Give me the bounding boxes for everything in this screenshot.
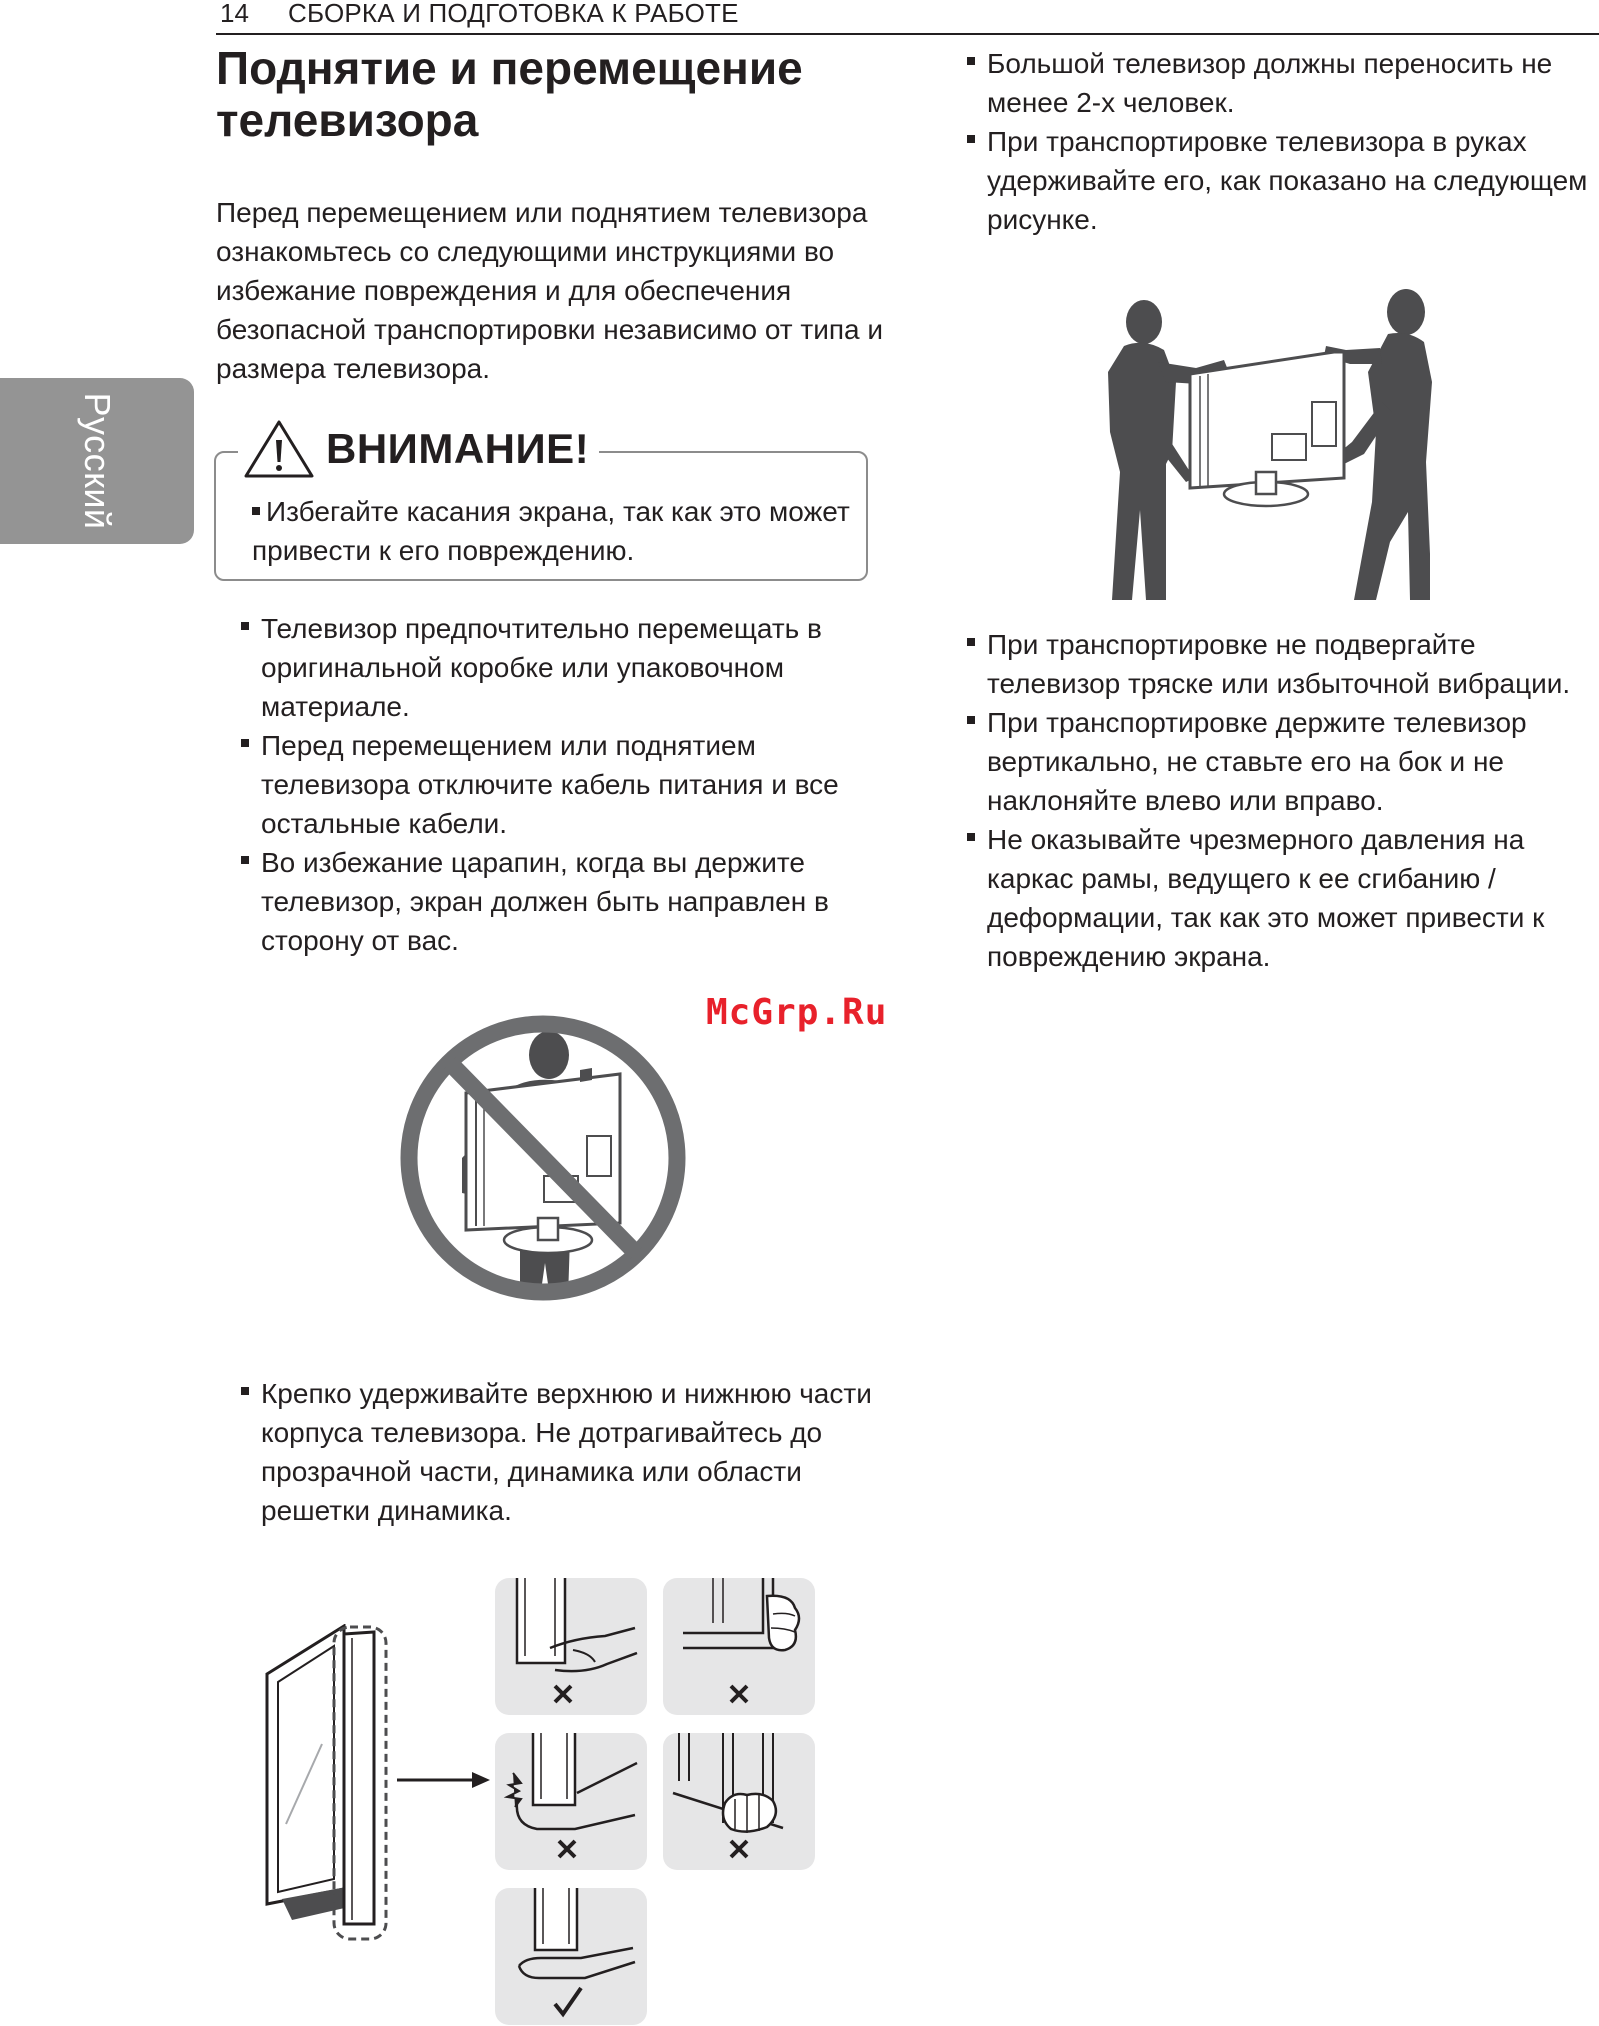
grip-tile xyxy=(663,1733,815,1870)
list-item: Во избежание царапин, когда вы держите телевизор, экран должен быть направлен в сторону от вас. xyxy=(240,843,880,960)
caution-header xyxy=(238,418,599,480)
grip-tile xyxy=(495,1733,647,1870)
list-item: Крепко удерживайте верхнюю и нижнюю части корпуса телевизора. Не дотрагивайтесь до прозрачной части, динамика или области решетки динамика. xyxy=(240,1374,880,1530)
cross-mark-icon xyxy=(731,1686,747,1702)
cross-mark-icon xyxy=(555,1686,571,1702)
intro-paragraph: Перед перемещением или поднятием телевизора ознакомьтесь со следующими инструкциями во избежание повреждения и для обеспечения безопасной транспортировки независимо от типа и размера телевизора. xyxy=(216,197,884,384)
check-mark-icon xyxy=(555,1988,581,2014)
list-item: При транспортировке телевизора в руках удерживайте его, как показано на следующем рисунке. xyxy=(966,122,1596,239)
cross-mark-icon xyxy=(731,1841,747,1857)
list-item: При транспортировке не подвергайте телевизор тряске или избыточной вибрации. xyxy=(966,625,1596,703)
caution-text: Избегайте касания экрана, так как это может привести к его повреждению. xyxy=(252,496,850,566)
caution-text-block xyxy=(252,492,852,570)
left-bullet-list-2 xyxy=(240,1374,880,1530)
language-tab xyxy=(0,378,194,544)
two-person-carry-illustration xyxy=(1106,282,1436,604)
watermark: McGrp.Ru xyxy=(706,992,888,1033)
list-item: Не оказывайте чрезмерного давления на каркас рамы, ведущего к ее сгибанию / деформации, так как это может привести к повреждению экрана. xyxy=(966,820,1596,976)
list-item: Телевизор предпочтительно перемещать в оригинальной коробке или упаковочном материале. xyxy=(240,609,880,726)
grip-tile xyxy=(495,1578,647,1715)
section-title: СБОРКА И ПОДГОТОВКА К РАБОТЕ xyxy=(288,0,739,28)
bullet-icon xyxy=(252,507,260,515)
page-number: 14 xyxy=(220,0,249,28)
caution-title: ВНИМАНИЕ! xyxy=(326,425,590,472)
warning-triangle-icon xyxy=(242,418,316,480)
tv-carried xyxy=(1190,352,1344,506)
cross-mark-icon xyxy=(559,1841,575,1857)
list-item: Большой телевизор должны переносить не менее 2-х человек. xyxy=(966,44,1596,122)
grip-tile xyxy=(663,1578,815,1715)
page-title: Поднятие и перемещение телевизора xyxy=(216,42,803,146)
tv-side-view-illustration xyxy=(262,1624,494,1946)
list-item: При транспортировке держите телевизор вертикально, не ставьте его на бок и не наклоняйте влево или вправо. xyxy=(966,703,1596,820)
prohibited-carry-illustration xyxy=(392,1008,694,1308)
left-bullet-list xyxy=(240,609,880,960)
header-rule xyxy=(216,33,1599,35)
language-tab-label: Русский xyxy=(77,392,118,530)
grip-tile xyxy=(495,1888,647,2025)
list-item: Перед перемещением или поднятием телевизора отключите кабель питания и все остальные кабели. xyxy=(240,726,880,843)
right-bullet-list-1 xyxy=(966,44,1596,239)
right-bullet-list-2 xyxy=(966,625,1596,976)
